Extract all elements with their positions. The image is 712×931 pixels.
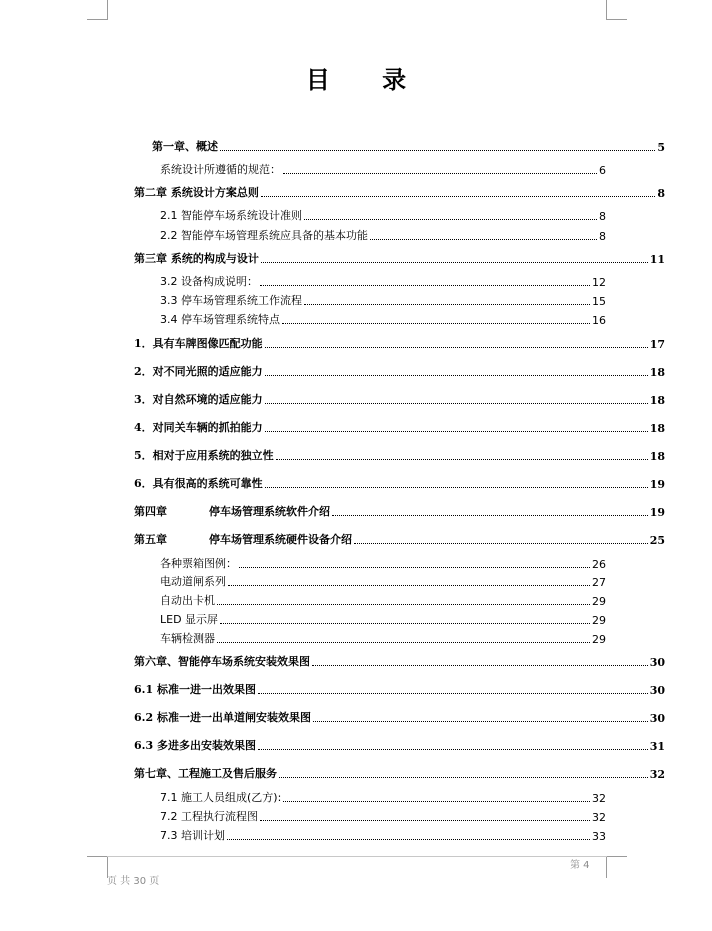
toc-entry-label: 7.3 培训计划 — [160, 829, 225, 842]
toc-entry-leader — [370, 238, 597, 240]
toc-entry-page: 16 — [592, 314, 606, 327]
toc-entry-page: 19 — [649, 506, 665, 519]
toc-entry[interactable] — [160, 571, 606, 589]
toc-entry-page: 11 — [649, 253, 665, 266]
toc-entry-page: 18 — [649, 366, 665, 379]
toc-entry-leader — [279, 776, 648, 778]
toc-entry-label: 自动出卡机 — [160, 594, 215, 607]
toc-entry-page: 30 — [649, 712, 665, 725]
toc-entry-label: 6.2 标准一进一出单道闸安装效果图 — [134, 711, 311, 724]
toc-entry-leader — [282, 322, 590, 324]
crop-mark-top-right-v — [606, 0, 607, 20]
footer-total-pages: 页 共 30 页 — [107, 876, 160, 887]
toc-entry[interactable] — [134, 707, 665, 725]
toc-entry-label: 3.4 停车场管理系统特点 — [160, 313, 280, 326]
toc-entry[interactable] — [134, 529, 665, 547]
toc-entry-leader — [283, 172, 597, 174]
toc-entry-page: 8 — [599, 210, 606, 223]
toc-entry-label: 2.2 智能停车场管理系统应具备的基本功能 — [160, 229, 368, 242]
crop-mark-top-left-v — [107, 0, 108, 20]
toc-entry[interactable] — [134, 248, 665, 266]
toc-entry[interactable] — [160, 806, 606, 824]
toc-entry[interactable] — [160, 205, 606, 223]
toc-entry-page: 32 — [592, 811, 606, 824]
toc-entry-leader — [265, 374, 648, 376]
toc-entry-label: 第四章 — [134, 505, 167, 518]
toc-entry-page: 18 — [649, 450, 665, 463]
toc-entry[interactable] — [134, 473, 665, 491]
toc-entry-leader — [312, 664, 648, 666]
toc-entry-leader — [304, 218, 597, 220]
toc-entry-subtitle: 停车场管理系统软件介绍 — [209, 505, 330, 518]
footer-page-number: 第 4 — [570, 860, 590, 871]
toc-entry-label: 2.1 智能停车场系统设计准则 — [160, 209, 302, 222]
toc-entry[interactable] — [134, 651, 665, 669]
toc-entry-page: 18 — [649, 422, 665, 435]
toc-entry-page: 8 — [599, 230, 606, 243]
toc-entry-page: 5 — [657, 141, 665, 154]
toc-entry-leader — [313, 720, 648, 722]
toc-entry-leader — [261, 261, 648, 263]
toc-entry-label: 第一章、概述 — [152, 140, 218, 153]
toc-entry-page: 15 — [592, 295, 606, 308]
toc-entry[interactable] — [160, 590, 606, 608]
toc-entry-leader — [239, 566, 590, 568]
toc-entry-page: 17 — [649, 338, 665, 351]
toc-entry[interactable] — [160, 290, 606, 308]
toc-entry[interactable] — [160, 309, 606, 327]
toc-entry-page: 29 — [592, 633, 606, 646]
toc-entry-label: 系统设计所遵循的规范： — [160, 163, 281, 176]
crop-mark-bottom-right-h — [606, 856, 627, 857]
toc-entry[interactable] — [160, 271, 606, 289]
toc-entry-leader — [227, 838, 590, 840]
toc-entry-leader — [265, 430, 648, 432]
toc-entry-label: 6.1 标准一进一出效果图 — [134, 683, 256, 696]
toc-entry-page: 31 — [649, 740, 665, 753]
toc-entry-page: 29 — [592, 614, 606, 627]
toc-entry-label: 2．对不同光照的适应能力 — [134, 365, 263, 378]
toc-entry-label: 5．相对于应用系统的独立性 — [134, 449, 274, 462]
toc-entry[interactable] — [160, 825, 606, 843]
toc-entry[interactable] — [160, 225, 606, 243]
toc-entry[interactable] — [134, 417, 665, 435]
toc-entry-page: 27 — [592, 576, 606, 589]
toc-entry[interactable] — [134, 735, 665, 753]
toc-entry-label: 7.1 施工人员组成(乙方): — [160, 791, 282, 804]
toc-entry[interactable] — [134, 182, 665, 200]
toc-entry-page: 8 — [657, 187, 665, 200]
toc-entry[interactable] — [134, 679, 665, 697]
toc-entry-label: 3．对自然环境的适应能力 — [134, 393, 263, 406]
toc-entry-page: 33 — [592, 830, 606, 843]
toc-entry-page: 12 — [592, 276, 606, 289]
toc-entry-page: 32 — [649, 768, 665, 781]
toc-entry-page: 30 — [649, 656, 665, 669]
toc-entry[interactable] — [152, 136, 665, 154]
toc-entry-label: 车辆检测器 — [160, 632, 215, 645]
toc-entry-page: 32 — [592, 792, 606, 805]
toc-entry-leader — [261, 195, 656, 197]
crop-mark-bottom-right-v — [606, 856, 607, 878]
crop-mark-bottom-left-h — [87, 856, 108, 857]
toc-entry-label: 电动道闸系列 — [160, 575, 226, 588]
toc-entry[interactable] — [160, 609, 606, 627]
toc-entry-leader — [265, 346, 648, 348]
toc-entry-label: 6．具有很高的系统可靠性 — [134, 477, 263, 490]
toc-entry[interactable] — [134, 501, 665, 519]
toc-entry-label: 7.2 工程执行流程图 — [160, 810, 258, 823]
toc-entry-page: 30 — [649, 684, 665, 697]
toc-entry-label: 各种票箱图例： — [160, 557, 237, 570]
toc-entry[interactable] — [160, 159, 606, 177]
toc-entry-leader — [265, 402, 648, 404]
toc-title: 目 录 — [305, 65, 429, 94]
toc-entry[interactable] — [160, 787, 606, 805]
toc-entry-leader — [260, 284, 590, 286]
toc-entry-leader — [258, 692, 648, 694]
toc-entry-leader — [220, 622, 590, 624]
toc-entry-leader — [217, 641, 590, 643]
toc-entry-leader — [283, 800, 590, 802]
toc-entry-leader — [258, 748, 648, 750]
toc-entry-page: 18 — [649, 394, 665, 407]
toc-entry-label: 3.3 停车场管理系统工作流程 — [160, 294, 302, 307]
toc-entry[interactable] — [160, 628, 606, 646]
crop-mark-top-right-h — [606, 19, 627, 20]
toc-entry-label: 第五章 — [134, 533, 167, 546]
toc-entry-label: LED 显示屏 — [160, 613, 219, 626]
toc-entry-label: 第六章、智能停车场系统安装效果图 — [134, 655, 310, 668]
toc-entry-label: 3.2 设备构成说明： — [160, 275, 258, 288]
toc-entry-label: 1．具有车牌图像匹配功能 — [134, 337, 263, 350]
toc-entry-page: 6 — [599, 164, 606, 177]
toc-entry[interactable] — [134, 445, 665, 463]
toc-entry-leader — [304, 303, 590, 305]
toc-entry[interactable] — [134, 763, 665, 781]
toc-entry[interactable] — [134, 389, 665, 407]
toc-entry-leader — [260, 819, 590, 821]
toc-entry-label: 4．对同关车辆的抓拍能力 — [134, 421, 263, 434]
toc-entry[interactable] — [160, 553, 606, 571]
toc-entry-leader — [265, 486, 648, 488]
toc-entry[interactable] — [134, 333, 665, 351]
toc-entry-leader — [354, 542, 648, 544]
toc-entry-label: 第七章、工程施工及售后服务 — [134, 767, 277, 780]
toc-entry-leader — [332, 514, 648, 516]
crop-mark-top-left-h — [87, 19, 108, 20]
toc-entry-label: 第二章 系统设计方案总则 — [134, 186, 259, 199]
toc-entry-leader — [217, 603, 590, 605]
toc-entry-label: 第三章 系统的构成与设计 — [134, 252, 259, 265]
toc-entry[interactable] — [134, 361, 665, 379]
toc-entry-page: 26 — [592, 558, 606, 571]
toc-entry-page: 25 — [649, 534, 665, 547]
toc-entry-leader — [276, 458, 648, 460]
footer-rule — [107, 856, 607, 857]
toc-entry-leader — [220, 149, 655, 151]
toc-entry-page: 19 — [649, 478, 665, 491]
toc-entry-subtitle: 停车场管理系统硬件设备介绍 — [209, 533, 352, 546]
toc-entry-leader — [228, 584, 590, 586]
toc-entry-label: 6.3 多进多出安装效果图 — [134, 739, 256, 752]
toc-entry-page: 29 — [592, 595, 606, 608]
